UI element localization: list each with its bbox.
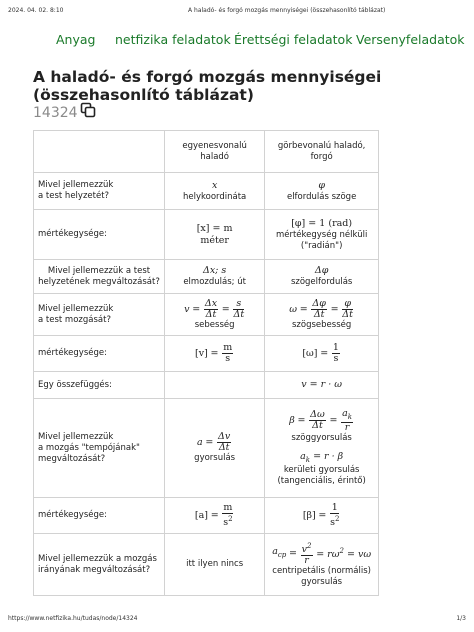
linear-cell: [v] = $\frac{m}{s}$ [165, 336, 265, 372]
copy-icon[interactable] [80, 102, 96, 118]
print-date: 2024. 04. 02. 8:10 [8, 7, 64, 14]
rotational-cell: ω = $\frac{\Delta\varphi}{\Delta t}$ = $\frac{\varphi}{\Delta t}$ szögsebesség [265, 294, 379, 336]
header-empty-cell [34, 131, 165, 173]
main-nav [0, 32, 474, 52]
table-row [34, 399, 379, 498]
linear-cell: v = $\frac{\Delta x}{\Delta t}$ = $\frac{s}{\Delta t}$ sebesség [165, 294, 265, 336]
print-footer [8, 615, 466, 623]
nav-link-versenyfeladatok[interactable]: Versenyfeladatok [356, 32, 465, 47]
row-question: Mivel jellemezzük a test helyzetét? [34, 173, 165, 210]
linear-cell [165, 372, 265, 399]
header-rotational: görbevonalú haladó, forgó [265, 131, 379, 173]
row-question: mértékegysége: [34, 336, 165, 372]
linear-cell: a = $\frac{\Delta v}{\Delta t}$ gyorsulás [165, 399, 265, 498]
table-row [34, 210, 379, 260]
linear-cell: [a] = $\frac{m}{s^2}$ [165, 498, 265, 534]
linear-cell: [x] = m méter [165, 210, 265, 260]
table-header-row [34, 131, 379, 173]
footer-url: https://www.netfizika.hu/tudas/node/14324 [8, 615, 138, 622]
rotational-cell: [ω] = $\frac{1}{s}$ [265, 336, 379, 372]
linear-cell: x helykoordináta [165, 173, 265, 210]
row-question: Mivel jellemezzük a test helyzetének megváltozását? [34, 260, 165, 294]
page-title: A haladó- és forgó mozgás mennyiségei (összehasonlító táblázat) [33, 68, 382, 104]
row-question: Egy összefüggés: [34, 372, 165, 399]
rotational-cell: [φ] = 1 (rad) mértékegység nélküli ("radián") [265, 210, 379, 260]
linear-cell: Δx; s elmozdulás; út [165, 260, 265, 294]
print-header [8, 7, 466, 17]
row-question: mértékegysége: [34, 498, 165, 534]
table-row [34, 260, 379, 294]
nav-link-netfizika-feladatok[interactable]: netfizika feladatok [115, 32, 231, 47]
table-row [34, 294, 379, 336]
table-row [34, 534, 379, 596]
row-question: Mivel jellemezzük a mozgás "tempójának" megváltozását? [34, 399, 165, 498]
comparison-table [33, 130, 379, 596]
row-question: Mivel jellemezzük a test mozgását? [34, 294, 165, 336]
rotational-cell: Δφ szögelfordulás [265, 260, 379, 294]
header-linear: egyenesvonalú haladó [165, 131, 265, 173]
nav-link-anyag[interactable]: Anyag [56, 32, 96, 47]
rotational-cell: φ elfordulás szöge [265, 173, 379, 210]
linear-cell: itt ilyen nincs [165, 534, 265, 596]
table-row [34, 372, 379, 399]
rotational-cell: v = r · ω [265, 372, 379, 399]
table-row [34, 498, 379, 534]
print-title: A haladó- és forgó mozgás mennyiségei (összehasonlító táblázat) [188, 7, 386, 14]
rotational-cell: β = $\frac{\Delta\omega}{\Delta t}$ = $\frac{a_k}{r}$ szöggyorsulás $a_k = r \cdot \beta$ kerületi gyorsulás (tangenciális, érintő) [265, 399, 379, 498]
nav-link-erettsegi-feladatok[interactable]: Érettségi feladatok [234, 32, 353, 47]
table-row [34, 173, 379, 210]
rotational-cell: [β] = $\frac{1}{s^2}$ [265, 498, 379, 534]
page-number: 1/3 [456, 615, 466, 622]
table-row [34, 336, 379, 372]
doc-id: 14324 [33, 105, 78, 121]
rotational-cell: $a_{cp}$ = $\frac{v^2}{r}$ = $r\omega^2 = v\omega$ centripetális (normális) gyorsulás [265, 534, 379, 596]
row-question: Mivel jellemezzük a mozgás irányának megváltozását? [34, 534, 165, 596]
row-question: mértékegysége: [34, 210, 165, 260]
